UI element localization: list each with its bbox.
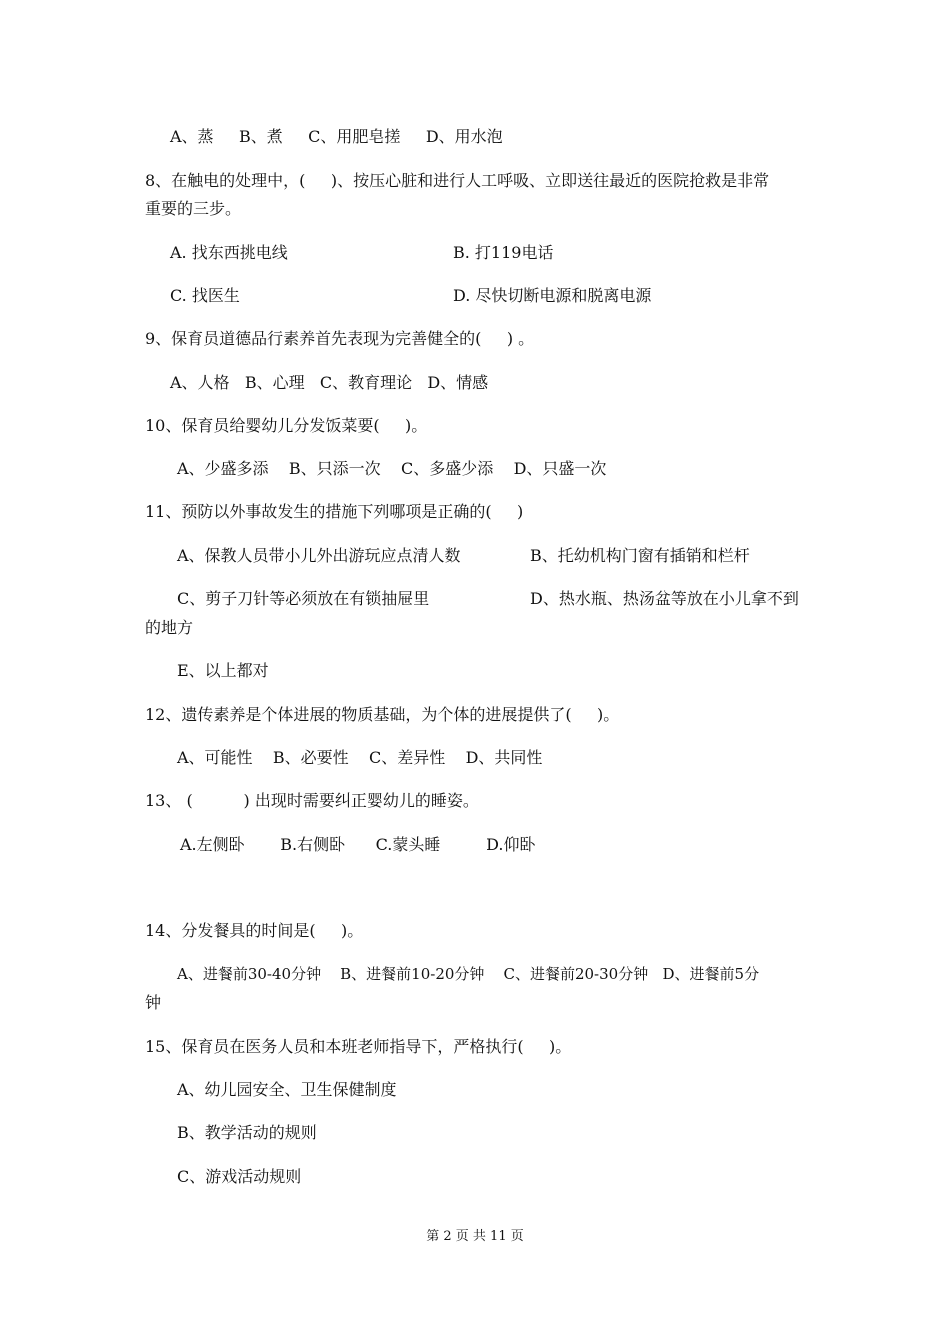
q13-stem: 13、 ( ) 出现时需要纠正婴幼儿的睡姿。 (145, 791, 479, 810)
q14-stem: 14、分发餐具的时间是( )。 (145, 921, 364, 940)
q8-stem-line1: 8、在触电的处理中，( )、按压心脏和进行人工呼吸、立即送往最近的医院抢救是非常 (145, 171, 770, 190)
q8-option-b: B. 打119电话 (453, 243, 554, 262)
q11-option-e: E、以上都对 (177, 661, 269, 680)
q15-option-c: C、游戏活动规则 (177, 1167, 302, 1186)
q15-option-b: B、教学活动的规则 (177, 1123, 317, 1142)
q8-option-a: A. 找东西挑电线 (170, 243, 288, 262)
page-footer: 第 2 页 共 11 页 (426, 1229, 524, 1244)
q11-option-b: B、托幼机构门窗有插销和栏杆 (530, 546, 750, 565)
q8-stem-line2: 重要的三步。 (145, 199, 242, 218)
q14-options-line2: 钟 (145, 993, 162, 1012)
q8-option-c: C. 找医生 (170, 286, 240, 305)
q11-stem: 11、预防以外事故发生的措施下列哪项是正确的( ) (145, 502, 524, 521)
q15-stem: 15、保育员在医务人员和本班老师指导下，严格执行( )。 (145, 1037, 572, 1056)
q11-option-a: A、保教人员带小儿外出游玩应点清人数 (177, 546, 461, 565)
q8-option-d: D. 尽快切断电源和脱离电源 (453, 286, 652, 305)
q15-option-a: A、幼儿园安全、卫生保健制度 (177, 1080, 397, 1099)
q11-option-c: C、剪子刀针等必须放在有锁抽屉里 (177, 589, 430, 608)
q12-stem: 12、遗传素养是个体进展的物质基础，为个体的进展提供了( )。 (145, 705, 620, 724)
q11-option-d: D、热水瓶、热汤盆等放在小儿拿不到 (530, 589, 799, 608)
q12-options: A、可能性 B、必要性 C、差异性 D、共同性 (177, 748, 543, 767)
q11-option-d-continued: 的地方 (145, 618, 194, 637)
q9-stem: 9、保育员道德品行素养首先表现为完善健全的( ) 。 (145, 329, 535, 348)
q13-options: A.左侧卧 B.右侧卧 C.蒙头睡 D.仰卧 (180, 835, 536, 854)
q9-options: A、人格 B、心理 C、教育理论 D、情感 (170, 373, 489, 392)
q7-options: A、蒸 B、煮 C、用肥皂搓 D、用水泡 (170, 127, 503, 146)
q10-options: A、少盛多添 B、只添一次 C、多盛少添 D、只盛一次 (177, 459, 607, 478)
q14-options-line1: A、进餐前30-40分钟 B、进餐前10-20分钟 C、进餐前20-30分钟 D、进餐前5分 (177, 965, 760, 983)
q10-stem: 10、保育员给婴幼儿分发饭菜要( )。 (145, 416, 428, 435)
